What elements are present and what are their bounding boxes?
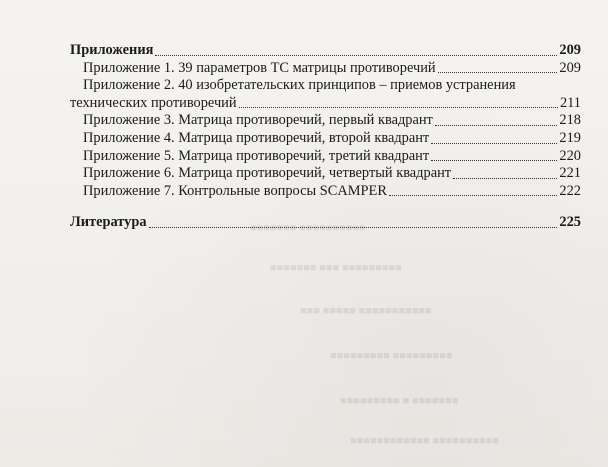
dot-leader — [149, 227, 558, 228]
toc-entry-title: Приложение 4. Матрица противоречий, второй квадрант — [83, 129, 430, 146]
toc-entry-appendix-1[interactable] — [70, 60, 581, 78]
toc-entry-appendices[interactable] — [70, 42, 581, 60]
toc-entry-title: Приложение 7. Контрольные вопросы SCAMPER — [83, 182, 387, 199]
dot-leader — [438, 72, 558, 73]
toc-entry-title: Приложения — [70, 42, 154, 58]
bleed-through-text: ■■■■■■■ ■ ■■■■■■■■■ — [340, 395, 459, 407]
toc-entry-appendix-4[interactable] — [70, 130, 581, 148]
dot-leader — [453, 178, 557, 179]
toc-entry-literature[interactable] — [70, 214, 581, 232]
toc-entry-appendix-7[interactable] — [70, 183, 581, 201]
toc-entry-appendix-6[interactable] — [70, 165, 581, 183]
toc-entry-title-line-2: технических противоречий — [70, 94, 237, 111]
dot-leader — [239, 107, 558, 108]
toc-entry-title: Приложение 1. 39 параметров ТС матрицы противоречий — [83, 59, 436, 76]
toc-entry-page: 209 — [559, 59, 581, 76]
toc-entry-page: 219 — [559, 129, 581, 146]
toc-entry-page: 221 — [559, 165, 581, 182]
toc-entry-title: Литература — [70, 214, 147, 231]
dot-leader — [155, 55, 557, 56]
toc-entry-title-line-1: Приложение 2. 40 изобретательских принципов – приемов устранения — [83, 77, 516, 94]
toc-entry-appendix-5[interactable] — [70, 148, 581, 166]
toc-entry-page: 225 — [559, 214, 581, 231]
toc-entry-page: 222 — [559, 182, 581, 199]
bleed-through-text: ■■■■■■■■■■ ■■■■■■■■■■■■ — [350, 435, 499, 447]
toc-entry-appendix-2[interactable] — [70, 77, 581, 112]
toc-entry-title: Приложение 3. Матрица противоречий, первый квадрант — [83, 112, 433, 129]
toc-entry-page: 209 — [559, 42, 581, 58]
bleed-through-text: ■■■■■■■■■■■ ■■■■■ ■■■ — [300, 305, 432, 317]
toc-entry-page: 218 — [559, 112, 581, 129]
bleed-through-text: ■■■■■■■■■ ■■■■■■■■■ — [330, 350, 453, 362]
dot-leader — [389, 195, 557, 196]
section-gap — [70, 200, 581, 214]
toc-entry-appendix-3[interactable] — [70, 112, 581, 130]
table-of-contents — [70, 42, 581, 232]
bleed-through-text: ■■■■■■■■■ ■■■ ■■■■■■■ — [270, 262, 402, 274]
dot-leader — [431, 143, 557, 144]
dot-leader — [435, 125, 558, 126]
dot-leader — [431, 160, 557, 161]
toc-entry-title: Приложение 5. Матрица противоречий, третий квадрант — [83, 147, 430, 164]
bleed-through-text: ■■■■■■■■■■ ■■■■■■■ — [250, 222, 366, 234]
toc-entry-page: 211 — [559, 94, 581, 111]
toc-entry-page: 220 — [559, 147, 581, 164]
toc-entry-title: Приложение 6. Матрица противоречий, четвертый квадрант — [83, 165, 452, 182]
